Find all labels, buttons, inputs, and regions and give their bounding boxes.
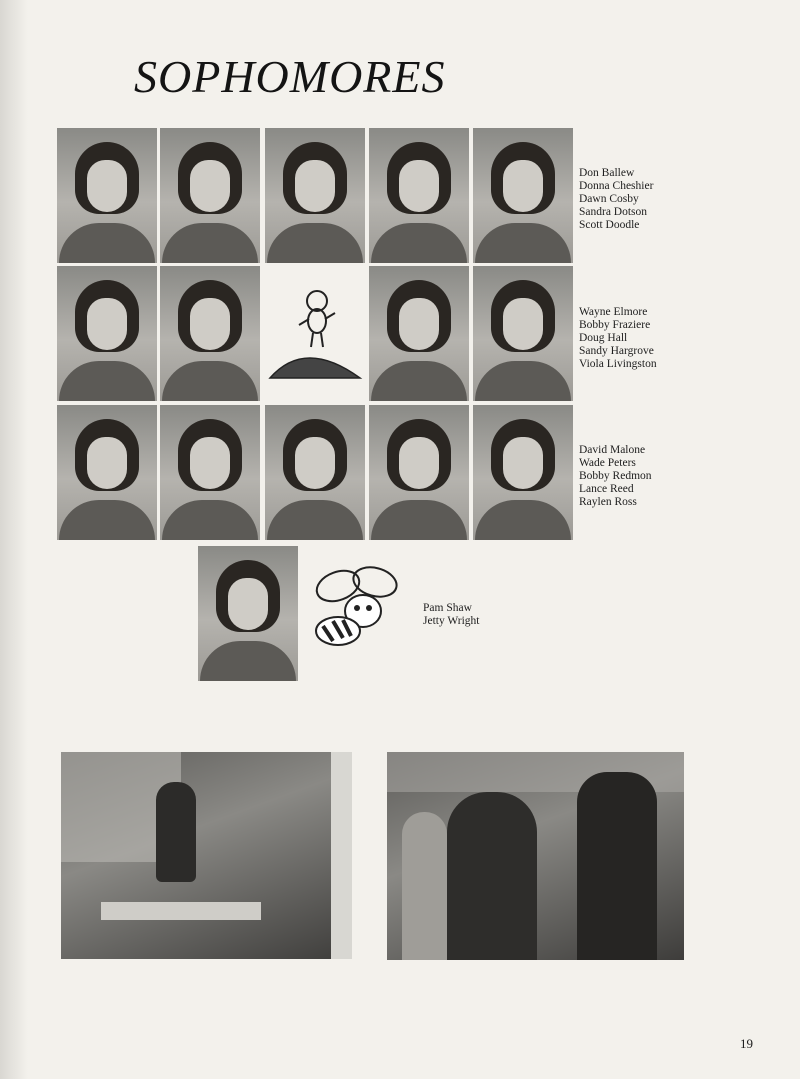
- candid-photo-hallway: [387, 752, 684, 960]
- student-name: Viola Livingston: [579, 358, 657, 370]
- student-name: Raylen Ross: [579, 496, 637, 508]
- portrait-photo: [369, 128, 469, 263]
- portrait-photo: [369, 405, 469, 540]
- portrait-photo: [57, 128, 157, 263]
- bee-mascot-illustration: [303, 566, 403, 656]
- student-name: Doug Hall: [579, 332, 628, 344]
- portrait-photo: [160, 266, 260, 401]
- student-name: Jetty Wright: [423, 615, 480, 627]
- student-name: Wade Peters: [579, 457, 636, 469]
- student-name: Pam Shaw: [423, 602, 472, 614]
- portrait-photo: [160, 128, 260, 263]
- names-list-row-1: [579, 167, 653, 232]
- portrait-photo: [473, 128, 573, 263]
- portrait-photo: [160, 405, 260, 540]
- student-name: Don Ballew: [579, 167, 635, 179]
- student-name: Sandra Dotson: [579, 206, 648, 218]
- portrait-photo: [265, 405, 365, 540]
- portrait-photo: [57, 266, 157, 401]
- page-title: SOPHOMORES: [134, 51, 446, 102]
- names-list-row-4: [423, 602, 480, 628]
- page-number: 19: [740, 1036, 753, 1051]
- portrait-photo: [473, 266, 573, 401]
- student-name: Dawn Cosby: [579, 193, 639, 205]
- portrait-photo: [473, 405, 573, 540]
- student-name: Wayne Elmore: [579, 306, 648, 318]
- student-name: Bobby Redmon: [579, 470, 652, 482]
- portrait-photo: [369, 266, 469, 401]
- portrait-photo: [57, 405, 157, 540]
- student-name: Donna Cheshier: [579, 180, 654, 192]
- portrait-photo: [265, 128, 365, 263]
- student-name: Scott Doodle: [579, 219, 640, 231]
- names-list-row-2: [579, 306, 657, 371]
- portrait-photo: [198, 546, 298, 681]
- student-name: Sandy Hargrove: [579, 345, 654, 357]
- candid-photo-classroom: [61, 752, 352, 959]
- page-binding-shadow: [0, 0, 28, 1079]
- student-name: Bobby Fraziere: [579, 319, 651, 331]
- names-list-row-3: [579, 444, 652, 509]
- cartoon-globe-illustration: [265, 283, 365, 383]
- student-name: Lance Reed: [579, 483, 634, 495]
- student-name: David Malone: [579, 444, 646, 456]
